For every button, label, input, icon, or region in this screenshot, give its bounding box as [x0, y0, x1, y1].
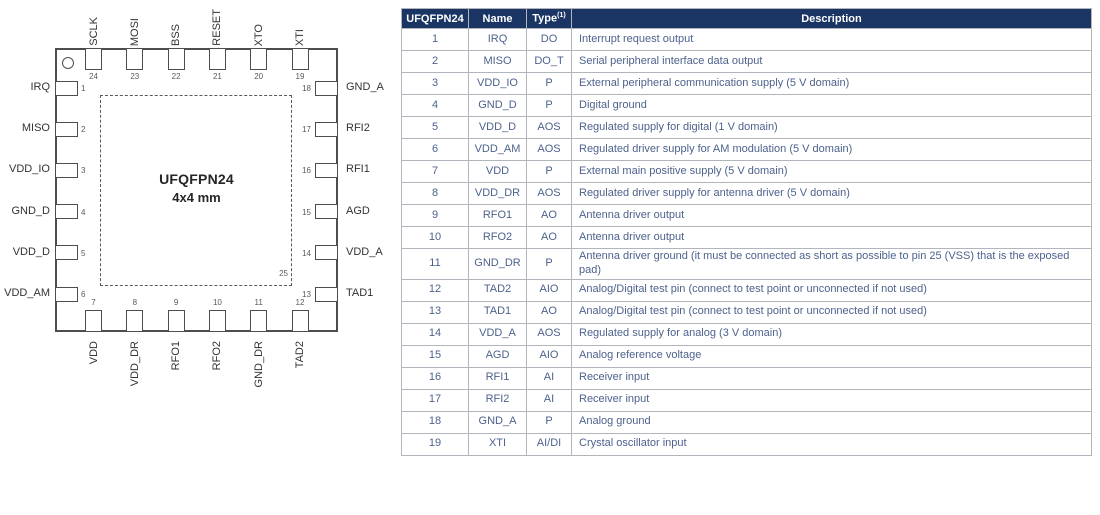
pin-cell: 18 — [402, 411, 469, 433]
name-cell: IRQ — [469, 29, 527, 51]
pin-number-12: 12 — [295, 298, 305, 307]
pin-pad-9 — [168, 310, 185, 332]
pin-number-3: 3 — [81, 166, 86, 176]
pin-label-VDD_A: VDD_A — [346, 245, 383, 258]
name-cell: GND_A — [469, 411, 527, 433]
type-cell: AIO — [527, 345, 572, 367]
table-row-pin-18 — [402, 411, 1092, 433]
pin-cell: 11 — [402, 249, 469, 280]
pin-label-BSS: BSS — [170, 23, 183, 46]
pin-cell: 8 — [402, 183, 469, 205]
description-cell: Analog ground — [572, 411, 1092, 433]
name-cell: VDD_IO — [469, 73, 527, 95]
type-cell: AI/DI — [527, 433, 572, 455]
header-name: Name — [469, 9, 527, 29]
table-row-pin-3 — [402, 73, 1092, 95]
pin-number-9: 9 — [173, 298, 179, 307]
type-cell: AOS — [527, 139, 572, 161]
pin-pad-11 — [250, 310, 267, 332]
pin-label-GND_DR: GND_DR — [252, 341, 265, 388]
pin-number-11: 11 — [254, 298, 263, 307]
type-cell: P — [527, 249, 572, 280]
pin-number-5: 5 — [81, 248, 86, 258]
pin-description-table — [401, 8, 1092, 456]
pin-cell: 12 — [402, 279, 469, 301]
description-cell: Analog reference voltage — [572, 345, 1092, 367]
pin-number-1: 1 — [81, 84, 86, 93]
pin-number-24: 24 — [89, 72, 98, 81]
name-cell: GND_DR — [469, 249, 527, 280]
pin-number-6: 6 — [81, 290, 86, 299]
name-cell: RFI1 — [469, 367, 527, 389]
pin-pad-22 — [168, 48, 185, 70]
description-cell: External peripheral communication supply (5 V domain) — [572, 73, 1092, 95]
type-cell: AIO — [527, 279, 572, 301]
pin-label-GND_A: GND_A — [346, 81, 384, 93]
description-cell: Regulated driver supply for AM modulation (5 V domain) — [572, 139, 1092, 161]
pin-cell: 1 — [402, 29, 469, 51]
pin-number-22: 22 — [171, 72, 181, 81]
table-row-pin-7 — [402, 161, 1092, 183]
pin-cell: 14 — [402, 323, 469, 345]
pin-number-7: 7 — [91, 298, 96, 307]
pin-cell: 19 — [402, 433, 469, 455]
pin-cell: 16 — [402, 367, 469, 389]
package-name: UFQFPN24 — [159, 171, 234, 187]
pin-cell: 7 — [402, 161, 469, 183]
pin-number-4: 4 — [81, 207, 86, 217]
pin-pad-18 — [315, 81, 338, 96]
type-cell: AI — [527, 389, 572, 411]
description-cell: Digital ground — [572, 95, 1092, 117]
type-cell: AI — [527, 367, 572, 389]
pin-pad-13 — [315, 287, 338, 302]
type-cell: P — [527, 73, 572, 95]
pin-pad-4 — [55, 204, 78, 219]
description-cell: Antenna driver output — [572, 227, 1092, 249]
table-row-pin-17 — [402, 389, 1092, 411]
pin-number-2: 2 — [81, 125, 86, 135]
pin-label-AGD: AGD — [346, 204, 370, 217]
pin-number-16: 16 — [302, 166, 311, 176]
name-cell: VDD — [469, 161, 527, 183]
pin-pad-15 — [315, 204, 338, 219]
description-cell: Regulated driver supply for antenna driver (5 V domain) — [572, 183, 1092, 205]
pin-pad-23 — [126, 48, 143, 70]
pin-pad-6 — [55, 287, 78, 302]
pin-number-8: 8 — [132, 298, 138, 307]
pin-pad-2 — [55, 122, 78, 137]
type-cell: AO — [527, 227, 572, 249]
pin-number-13: 13 — [302, 290, 311, 299]
pin-cell: 9 — [402, 205, 469, 227]
table-row-pin-6 — [402, 139, 1092, 161]
table-row-pin-2 — [402, 51, 1092, 73]
type-cell: AOS — [527, 183, 572, 205]
header-description: Description — [572, 9, 1092, 29]
pin-pad-8 — [126, 310, 143, 332]
type-cell: AOS — [527, 117, 572, 139]
pin-number-17: 17 — [302, 125, 311, 135]
table-row-pin-9 — [402, 205, 1092, 227]
pin-cell: 10 — [402, 227, 469, 249]
name-cell: AGD — [469, 345, 527, 367]
description-cell: Receiver input — [572, 389, 1092, 411]
pin-label-RFO1: RFO1 — [170, 341, 183, 371]
pin-label-RESET: RESET — [211, 9, 224, 46]
type-cell: P — [527, 95, 572, 117]
pin-label-VDD: VDD — [87, 341, 100, 365]
pin-cell: 4 — [402, 95, 469, 117]
name-cell: TAD2 — [469, 279, 527, 301]
table-row-pin-12 — [402, 279, 1092, 301]
pin-pad-17 — [315, 122, 338, 137]
name-cell: GND_D — [469, 95, 527, 117]
pin-label-RFO2: RFO2 — [211, 341, 224, 371]
name-cell: RFI2 — [469, 389, 527, 411]
pin-number-21: 21 — [212, 72, 222, 81]
pin-label-VDD_IO: VDD_IO — [9, 163, 50, 176]
pin-number-19: 19 — [295, 72, 305, 81]
pin-number-10: 10 — [212, 298, 222, 307]
header-ufqfpn24: UFQFPN24 — [402, 9, 469, 29]
exposed-pad-number: 25 — [279, 269, 288, 278]
name-cell: VDD_AM — [469, 139, 527, 161]
pin-number-20: 20 — [254, 72, 264, 81]
table-header-row — [402, 9, 1092, 29]
pin-label-VDD_AM: VDD_AM — [4, 287, 50, 299]
package-size: 4x4 mm — [172, 189, 221, 205]
pin-label-TAD2: TAD2 — [294, 341, 306, 369]
type-cell: P — [527, 411, 572, 433]
pin-pad-24 — [85, 48, 102, 70]
pin-cell: 13 — [402, 301, 469, 323]
table-row-pin-1 — [402, 29, 1092, 51]
pin-label-XTO: XTO — [252, 23, 265, 46]
pin-cell: 3 — [402, 73, 469, 95]
pin-label-TAD1: TAD1 — [346, 287, 374, 299]
table-row-pin-5 — [402, 117, 1092, 139]
description-cell: Serial peripheral interface data output — [572, 51, 1092, 73]
type-cell: AO — [527, 301, 572, 323]
pin-label-RFI1: RFI1 — [346, 163, 370, 176]
pin-cell: 17 — [402, 389, 469, 411]
name-cell: TAD1 — [469, 301, 527, 323]
type-cell: DO — [527, 29, 572, 51]
pin1-indicator — [62, 57, 74, 69]
description-cell: Receiver input — [572, 367, 1092, 389]
pin-pad-20 — [250, 48, 267, 70]
description-cell: Antenna driver ground (it must be connected as short as possible to pin 25 (VSS) that is the exposed pad) — [572, 249, 1092, 280]
table-row-pin-14 — [402, 323, 1092, 345]
name-cell: XTI — [469, 433, 527, 455]
type-cell: P — [527, 161, 572, 183]
pin-number-14: 14 — [302, 248, 311, 258]
pin-cell: 6 — [402, 139, 469, 161]
table-row-pin-10 — [402, 227, 1092, 249]
pin-label-XTI: XTI — [294, 28, 306, 46]
pin-pad-10 — [209, 310, 226, 332]
pin-label-IRQ: IRQ — [30, 81, 50, 93]
pin-pad-14 — [315, 245, 338, 260]
pin-pad-21 — [209, 48, 226, 70]
type-cell: DO_T — [527, 51, 572, 73]
description-cell: Crystal oscillator input — [572, 433, 1092, 455]
name-cell: RFO1 — [469, 205, 527, 227]
pin-number-23: 23 — [130, 72, 140, 81]
name-cell: RFO2 — [469, 227, 527, 249]
pin-label-MISO: MISO — [21, 122, 50, 135]
type-footnote-sup: (1) — [557, 12, 566, 20]
name-cell: VDD_A — [469, 323, 527, 345]
pin-pad-16 — [315, 163, 338, 178]
package-title — [55, 170, 338, 206]
pin-pad-7 — [85, 310, 102, 332]
description-cell: Analog/Digital test pin (connect to test point or unconnected if not used) — [572, 301, 1092, 323]
description-cell: Analog/Digital test pin (connect to test point or unconnected if not used) — [572, 279, 1092, 301]
description-cell: Antenna driver output — [572, 205, 1092, 227]
description-cell: External main positive supply (5 V domain) — [572, 161, 1092, 183]
pin-pad-12 — [292, 310, 309, 332]
pin-label-VDD_DR: VDD_DR — [128, 341, 141, 387]
pin-pad-5 — [55, 245, 78, 260]
table-row-pin-8 — [402, 183, 1092, 205]
table-row-pin-13 — [402, 301, 1092, 323]
header-type: Type$^{(1)}$ — [527, 9, 572, 29]
table-row-pin-16 — [402, 367, 1092, 389]
pin-label-MOSI: MOSI — [128, 17, 141, 46]
description-cell: Interrupt request output — [572, 29, 1092, 51]
name-cell: VDD_DR — [469, 183, 527, 205]
table-row-pin-11 — [402, 249, 1092, 280]
table-row-pin-19 — [402, 433, 1092, 455]
type-cell: AOS — [527, 323, 572, 345]
pin-pad-1 — [55, 81, 78, 96]
pin-cell: 2 — [402, 51, 469, 73]
type-cell: AO — [527, 205, 572, 227]
pin-pad-19 — [292, 48, 309, 70]
pinout-diagram — [0, 0, 400, 515]
pin-cell: 15 — [402, 345, 469, 367]
table-row-pin-15 — [402, 345, 1092, 367]
name-cell: VDD_D — [469, 117, 527, 139]
table-row-pin-4 — [402, 95, 1092, 117]
pin-label-RFI2: RFI2 — [346, 122, 370, 135]
pin-number-15: 15 — [302, 207, 311, 217]
pin-pad-3 — [55, 163, 78, 178]
pin-label-GND_D: GND_D — [11, 204, 50, 217]
pin-label-VDD_D: VDD_D — [12, 245, 50, 258]
pin-label-SCLK: SCLK — [87, 17, 100, 46]
description-cell: Regulated supply for digital (1 V domain) — [572, 117, 1092, 139]
name-cell: MISO — [469, 51, 527, 73]
pin-number-18: 18 — [302, 84, 311, 93]
description-cell: Regulated supply for analog (3 V domain) — [572, 323, 1092, 345]
pin-cell: 5 — [402, 117, 469, 139]
